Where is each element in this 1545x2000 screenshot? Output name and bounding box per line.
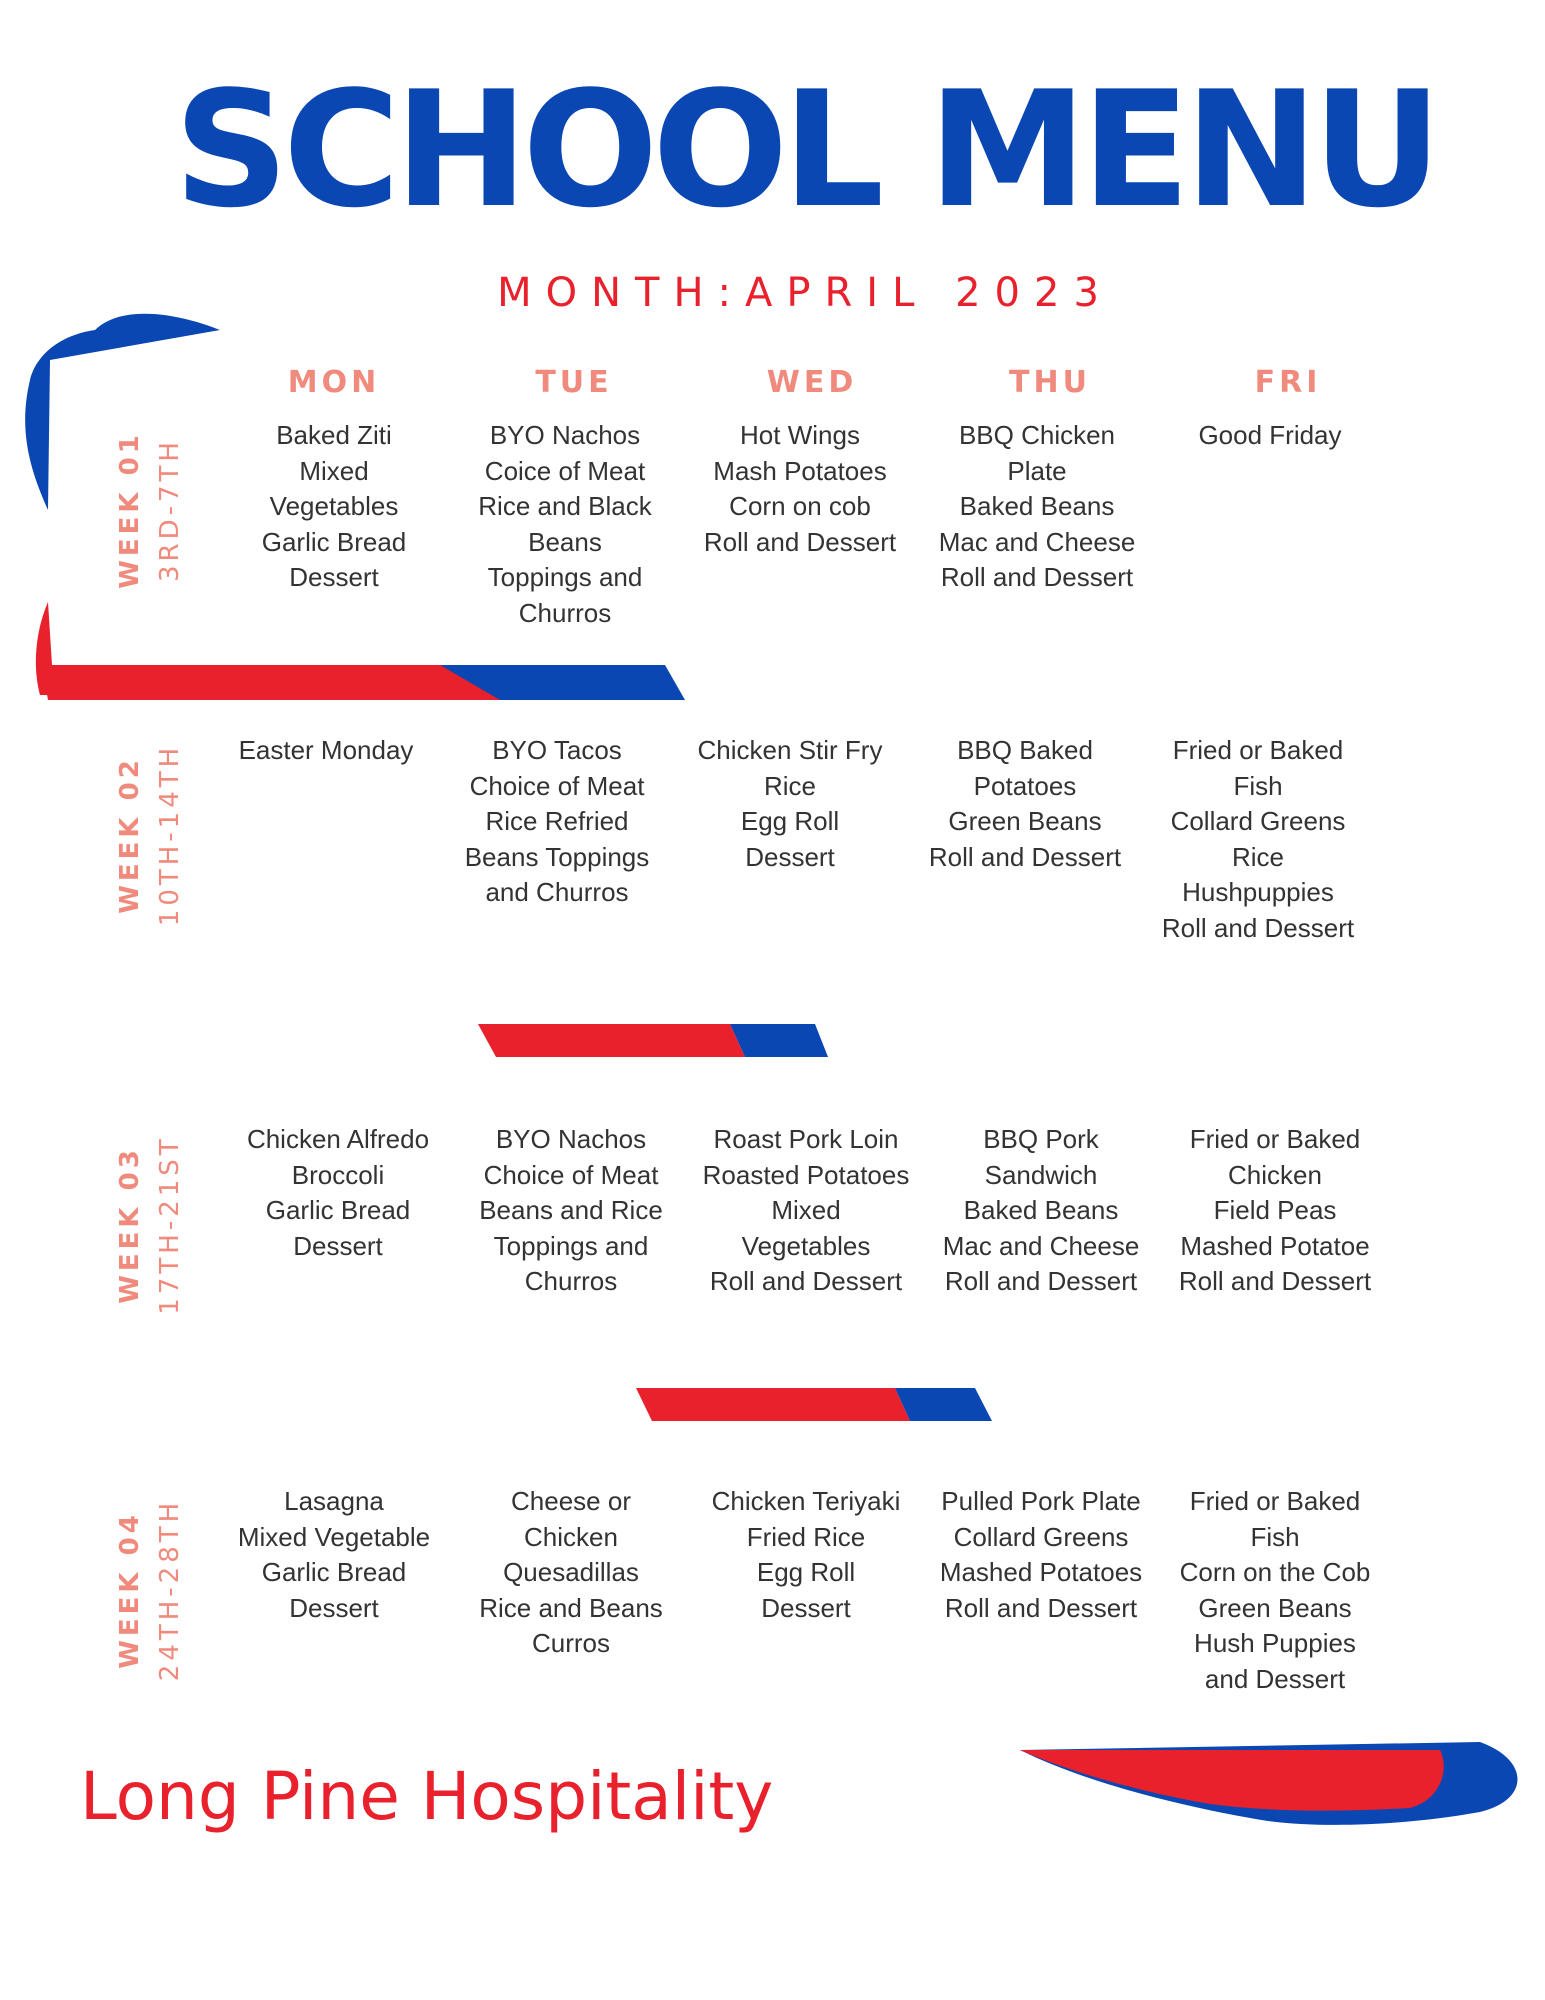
week-02-label — [110, 685, 185, 985]
month-subtitle: MONTH:APRIL 2023 — [497, 270, 1113, 316]
menu-item: Rice Refried — [485, 806, 629, 836]
menu-cell-week2-wed — [675, 733, 905, 875]
menu-item: Churros — [518, 597, 612, 628]
menu-item: Mac and Cheese — [938, 526, 1136, 557]
week-number: WEEK 03 — [115, 1146, 145, 1304]
menu-item: Chicken Stir Fry — [697, 735, 883, 765]
menu-item: Quesadillas — [503, 1557, 639, 1587]
menu-item: Good Friday — [1198, 420, 1342, 450]
day-header-mon: MON — [287, 365, 381, 400]
menu-item: Garlic Bread — [265, 1195, 411, 1225]
week2-divider-red — [478, 1024, 745, 1057]
menu-cell-week3-wed — [691, 1122, 921, 1300]
menu-item: Churros — [524, 1266, 618, 1296]
menu-item: Mixed — [771, 1195, 841, 1225]
menu-item: Curros — [531, 1628, 610, 1658]
menu-item: Baked Beans — [963, 1195, 1119, 1225]
day-header-tue: TUE — [535, 365, 613, 400]
menu-item: BYO Nachos — [489, 420, 641, 450]
menu-item: Hot Wings — [740, 420, 860, 450]
menu-item: Mashed Potatoe — [1180, 1230, 1370, 1261]
menu-cell-week3-tue — [456, 1122, 686, 1300]
menu-item: Fried or Baked — [1189, 1124, 1361, 1154]
menu-item: BBQ Pork — [983, 1124, 1099, 1154]
menu-cell-week2-thu — [910, 733, 1140, 875]
menu-item: Beans Toppings — [464, 841, 650, 872]
menu-cell-week1-fri — [1155, 418, 1385, 454]
menu-item: Chicken Teriyaki — [711, 1486, 901, 1516]
menu-cell-week3-fri — [1160, 1122, 1390, 1300]
menu-item: Roll and Dessert — [1178, 1266, 1372, 1296]
menu-item: Pulled Pork Plate — [941, 1486, 1141, 1516]
week-number: WEEK 02 — [115, 756, 145, 914]
menu-item: Mashed Potatoes — [939, 1557, 1143, 1587]
menu-item: BBQ Baked — [957, 735, 1093, 765]
week-dates: 24TH-28TH — [155, 1498, 185, 1682]
week3-divider-red — [636, 1388, 910, 1421]
menu-item: Fried or Baked — [1189, 1486, 1361, 1516]
menu-item: Roast Pork Loin — [713, 1124, 899, 1154]
week-dates: 3RD-7TH — [155, 438, 185, 582]
menu-item: and Churros — [485, 877, 629, 907]
menu-item: BBQ Chicken — [958, 420, 1116, 450]
menu-cell-week2-mon — [211, 733, 441, 769]
menu-item: Roll and Dessert — [940, 562, 1134, 592]
menu-item: Lasagna — [284, 1486, 384, 1516]
menu-cell-week1-wed — [685, 418, 915, 560]
menu-item: Collard Greens — [1170, 806, 1346, 836]
menu-item: Garlic Bread — [261, 526, 407, 557]
menu-item: Beans and Rice — [479, 1195, 663, 1225]
menu-item: Plate — [1007, 455, 1067, 486]
menu-item: Easter Monday — [238, 735, 414, 765]
menu-item: and Dessert — [1204, 1663, 1346, 1694]
week-number: WEEK 01 — [115, 431, 145, 589]
menu-item: Hush Puppies — [1194, 1628, 1356, 1658]
menu-item: Roll and Dessert — [928, 841, 1122, 872]
page-title: SCHOOL MENU — [173, 56, 1437, 243]
menu-item: Roll and Dessert — [944, 1592, 1138, 1623]
menu-item: Mash Potatoes — [713, 455, 887, 486]
menu-item: Fried or Baked — [1172, 735, 1344, 765]
menu-item: Rice and Beans — [479, 1592, 663, 1623]
menu-item: Field Peas — [1213, 1195, 1337, 1225]
menu-item: Roll and Dessert — [944, 1266, 1138, 1296]
menu-item: Vegetables — [269, 491, 399, 521]
menu-item: Roasted Potatoes — [702, 1159, 910, 1190]
menu-item: Coice of Meat — [484, 455, 646, 486]
week-03-label — [110, 1075, 185, 1375]
menu-item: Fish — [1250, 1521, 1300, 1552]
menu-item: BYO Tacos — [492, 735, 622, 765]
menu-item: Roll and Dessert — [1161, 912, 1355, 943]
menu-cell-week4-tue — [456, 1484, 686, 1662]
week-dates: 10TH-14TH — [155, 743, 185, 927]
menu-item: Mixed Vegetable — [237, 1521, 431, 1552]
menu-item: Corn on the Cob — [1179, 1557, 1371, 1587]
menu-item: Garlic Bread — [261, 1557, 407, 1587]
menu-cell-week3-thu — [926, 1122, 1156, 1300]
menu-item: Dessert — [745, 841, 835, 872]
week-04-label — [110, 1440, 185, 1740]
menu-item: Dessert — [293, 1230, 383, 1261]
menu-item: Dessert — [761, 1592, 851, 1623]
menu-item: Rice — [1231, 841, 1284, 872]
menu-item: Vegetables — [741, 1230, 871, 1261]
menu-item: Potatoes — [973, 770, 1077, 801]
bottom-right-red-swoosh — [1020, 1750, 1444, 1811]
menu-item: Toppings and — [493, 1230, 649, 1261]
week3-divider-blue — [895, 1388, 992, 1421]
week2-divider-blue — [730, 1024, 828, 1057]
week-dates: 17TH-21ST — [155, 1135, 185, 1315]
week-number: WEEK 04 — [115, 1511, 145, 1669]
menu-cell-week1-tue — [450, 418, 680, 631]
menu-item: Sandwich — [984, 1159, 1098, 1190]
menu-item: Roll and Dessert — [709, 1266, 903, 1296]
menu-item: Egg Roll — [756, 1557, 856, 1587]
week-01-label — [110, 360, 185, 660]
menu-item: BYO Nachos — [495, 1124, 647, 1154]
menu-cell-week2-tue — [442, 733, 672, 911]
menu-item: Broccoli — [291, 1159, 385, 1190]
menu-item: Hushpuppies — [1182, 877, 1334, 907]
menu-item: Rice and Black — [478, 491, 652, 521]
footer-brand: Long Pine Hospitality — [80, 1758, 774, 1835]
day-header-wed: WED — [766, 365, 858, 400]
menu-item: Beans — [528, 526, 602, 557]
menu-item: Mixed — [299, 455, 369, 486]
menu-item: Fried Rice — [746, 1521, 866, 1552]
menu-item: Chicken Alfredo — [246, 1124, 430, 1154]
menu-item: Choice of Meat — [483, 1159, 659, 1190]
menu-item: Fish — [1233, 770, 1283, 801]
menu-cell-week1-mon — [219, 418, 449, 596]
menu-item: Chicken — [1228, 1159, 1322, 1190]
menu-item: Baked Ziti — [276, 420, 392, 450]
menu-item: Corn on cob — [729, 491, 871, 521]
menu-cell-week4-fri — [1160, 1484, 1390, 1697]
menu-item: Green Beans — [1198, 1592, 1352, 1623]
menu-item: Toppings and — [487, 562, 643, 592]
menu-cell-week2-fri — [1143, 733, 1373, 946]
menu-cell-week3-mon — [223, 1122, 453, 1264]
menu-item: Chicken — [524, 1521, 618, 1552]
menu-item: Mac and Cheese — [942, 1230, 1140, 1261]
menu-item: Choice of Meat — [469, 770, 645, 801]
menu-cell-week1-thu — [922, 418, 1152, 596]
day-header-thu: THU — [1009, 365, 1091, 400]
menu-cell-week4-mon — [219, 1484, 449, 1626]
menu-item: Cheese or — [511, 1486, 631, 1516]
menu-item: Collard Greens — [953, 1521, 1129, 1552]
menu-item: Roll and Dessert — [703, 526, 897, 557]
menu-item: Egg Roll — [740, 806, 840, 836]
menu-item: Baked Beans — [959, 491, 1115, 521]
menu-item: Dessert — [289, 1592, 379, 1623]
menu-item: Dessert — [289, 562, 379, 592]
menu-cell-week4-thu — [926, 1484, 1156, 1626]
day-header-fri: FRI — [1254, 365, 1322, 400]
menu-cell-week4-wed — [691, 1484, 921, 1626]
menu-item: Rice — [763, 770, 816, 801]
menu-item: Green Beans — [948, 806, 1102, 836]
